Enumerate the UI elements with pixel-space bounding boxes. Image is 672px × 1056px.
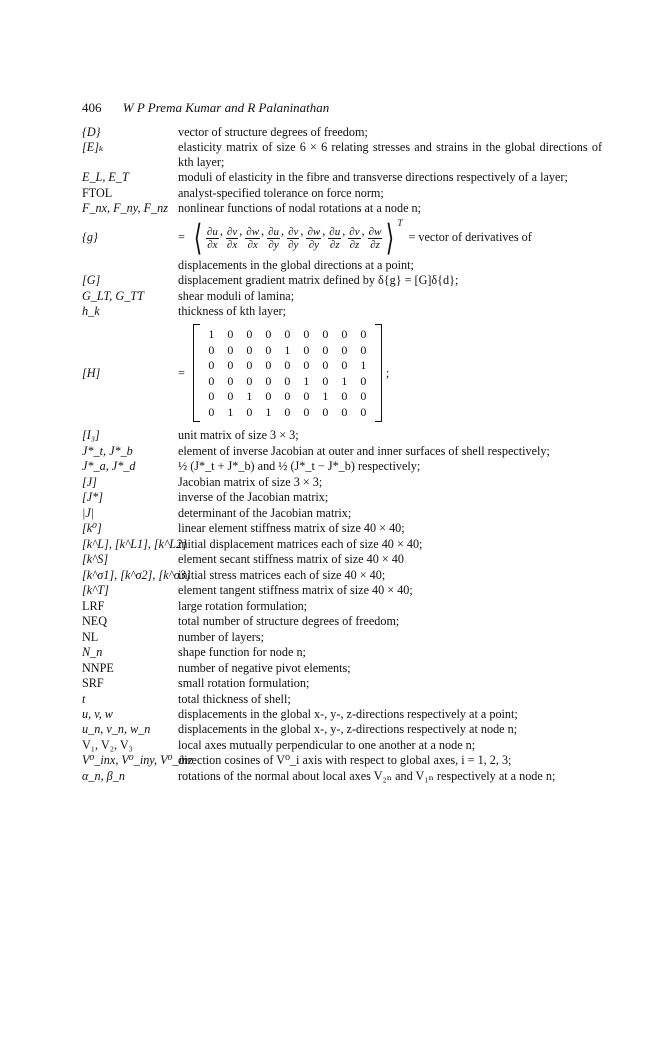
- matrix-cell: 0: [284, 327, 291, 342]
- matrix-cell: 1: [227, 404, 234, 419]
- nomenclature-description: total number of structure degrees of freedom;: [178, 614, 400, 629]
- matrix-row: [202, 404, 373, 420]
- nomenclature-symbol: h_k: [82, 303, 100, 318]
- nomenclature-entry: [82, 537, 602, 551]
- g-equation: [178, 217, 532, 258]
- matrix-cell: 1: [360, 358, 367, 373]
- matrix-cell: 0: [284, 358, 291, 373]
- matrix-cell: 1: [322, 389, 329, 404]
- g-definition-row: [82, 217, 602, 258]
- nomenclature-entry: [82, 475, 602, 489]
- nomenclature-symbol: N_n: [82, 645, 103, 660]
- nomenclature-description: vector of structure degrees of freedom;: [178, 125, 368, 139]
- nomenclature-entry: [82, 568, 602, 582]
- matrix-cell: 0: [360, 404, 367, 419]
- nomenclature-symbol: J*_a, J*_d: [82, 459, 136, 474]
- nomenclature-description: determinant of the Jacobian matrix;: [178, 505, 352, 520]
- nomenclature-symbol: {g}: [82, 230, 98, 245]
- matrix-row: [202, 358, 373, 374]
- nomenclature-entry: [82, 583, 602, 597]
- nomenclature-description: moduli of elasticity in the fibre and transverse directions respectively of a layer;: [178, 170, 568, 185]
- matrix-cell: 0: [265, 389, 272, 404]
- nomenclature-entry: [82, 753, 602, 767]
- nomenclature-description: element of inverse Jacobian at outer and inner surfaces of shell respectively;: [178, 443, 550, 458]
- nomenclature-description: total thickness of shell;: [178, 691, 291, 706]
- nomenclature-description: number of layers;: [178, 629, 264, 644]
- nomenclature-entry: [82, 630, 602, 644]
- nomenclature-entry: [82, 201, 602, 215]
- nomenclature-entry: [82, 273, 602, 287]
- nomenclature-symbol: [k^L], [k^L1], [k^L2]: [82, 536, 187, 551]
- nomenclature-description: element tangent stiffness matrix of size 40 × 40;: [178, 583, 413, 598]
- nomenclature-entry: [82, 428, 602, 442]
- h-matrix: [193, 324, 382, 422]
- matrix-cell: 0: [322, 404, 329, 419]
- nomenclature-symbol: [G]: [82, 273, 101, 288]
- matrix-row: [202, 342, 373, 358]
- nomenclature-symbol: SRF: [82, 676, 104, 691]
- h-matrix-row: [82, 324, 602, 422]
- nomenclature-description: ½ (J*_t + J*_b) and ½ (J*_t − J*_b) respectively;: [178, 459, 421, 474]
- equals-sign: =: [178, 230, 185, 245]
- nomenclature-entry: [82, 186, 602, 200]
- nomenclature-symbol: [J*]: [82, 490, 103, 505]
- nomenclature-description: Jacobian matrix of size 3 × 3;: [178, 474, 323, 489]
- matrix-cell: 1: [303, 373, 310, 388]
- matrix-cell: 1: [246, 389, 253, 404]
- nomenclature-symbol: [k^S]: [82, 552, 109, 567]
- nomenclature-description: initial stress matrices each of size 40 × 40;: [178, 567, 386, 582]
- matrix-terminator: ;: [385, 366, 390, 381]
- right-angle-bracket: ⟩: [386, 217, 395, 258]
- nomenclature-description: displacements in the global x-, y-, z-directions respectively at a point;: [178, 707, 518, 721]
- nomenclature-symbol: F_nx, F_ny, F_nz: [82, 201, 168, 216]
- nomenclature-symbol: LRF: [82, 598, 105, 613]
- g-continuation-row: [82, 258, 602, 272]
- nomenclature-symbol: NNPE: [82, 660, 114, 675]
- matrix-cell: 0: [208, 373, 215, 388]
- partial-derivative: $\frac{\partial v}{\partial z}$: [349, 226, 360, 252]
- matrix-cell: 0: [246, 342, 253, 357]
- matrix-cell: 0: [246, 327, 253, 342]
- matrix-cell: 0: [360, 342, 367, 357]
- nomenclature-symbol: FTOL: [82, 185, 113, 200]
- nomenclature-symbol: u, v, w: [82, 707, 113, 721]
- nomenclature-entry: [82, 125, 602, 139]
- nomenclature-entry: [82, 304, 602, 318]
- partial-derivative: $\frac{\partial u}{\partial x}$: [206, 226, 218, 252]
- running-authors: W P Prema Kumar and R Palaninathan: [122, 100, 330, 115]
- partial-derivative: $\frac{\partial w}{\partial z}$: [368, 226, 382, 252]
- matrix-cell: 0: [246, 358, 253, 373]
- nomenclature-description: large rotation formulation;: [178, 598, 308, 613]
- nomenclature-entry: [82, 599, 602, 613]
- nomenclature-symbol: {D}: [82, 125, 101, 139]
- matrix-cell: 0: [303, 327, 310, 342]
- nomenclature-description: rotations of the normal about local axes V₂ₙ and V₁ₙ respectively at a node n;: [178, 768, 556, 783]
- nomenclature-entry: [82, 289, 602, 303]
- nomenclature-description: displacements in the global x-, y-, z-directions respectively at node n;: [178, 722, 518, 737]
- nomenclature-symbol: |J|: [82, 505, 95, 520]
- equals-sign: =: [178, 366, 185, 381]
- derivative-list: $\frac{\partial u}{\partial x}$ , $\frac{\partial v}{\partial x}$ , $\frac{\partial w}{\partial x}$ , $\frac{\partial u}{\partial y}$ , $\frac{\partial v}{\partial y}$ , $\frac{\partial w}{\partial y}$ , $\frac{\partial u}{\partial z}$ , $\frac{\partial v}{\partial z}$ , $\frac{\partial w}{\partial z}$: [206, 224, 382, 252]
- nomenclature-symbol: [H]: [82, 366, 101, 381]
- left-angle-bracket: ⟨: [193, 217, 203, 258]
- nomenclature-entry: [82, 444, 602, 458]
- partial-derivative: $\frac{\partial u}{\partial y}$: [268, 226, 280, 252]
- matrix-cell: 0: [265, 342, 272, 357]
- h-matrix-table: [202, 327, 373, 420]
- nomenclature-symbol: [J]: [82, 474, 97, 489]
- nomenclature-entry: [82, 552, 602, 566]
- matrix-cell: 0: [227, 327, 234, 342]
- nomenclature-symbol: [I₃]: [82, 428, 100, 443]
- matrix-cell: 1: [341, 373, 348, 388]
- nomenclature-description: thickness of kth layer;: [178, 303, 286, 318]
- nomenclature-description: unit matrix of size 3 × 3;: [178, 428, 299, 443]
- matrix-cell: 0: [322, 358, 329, 373]
- matrix-cell: 0: [227, 389, 234, 404]
- matrix-cell: 0: [265, 358, 272, 373]
- matrix-cell: 0: [341, 327, 348, 342]
- nomenclature-entry: [82, 676, 602, 690]
- nomenclature-entry: [82, 506, 602, 520]
- matrix-cell: 0: [322, 342, 329, 357]
- nomenclature-entry: [82, 614, 602, 628]
- matrix-cell: 0: [303, 404, 310, 419]
- nomenclature-entry: [82, 645, 602, 659]
- nomenclature-description: number of negative pivot elements;: [178, 660, 351, 675]
- matrix-cell: 0: [227, 373, 234, 388]
- matrix-cell: 0: [360, 327, 367, 342]
- nomenclature-description: local axes mutually perpendicular to one another at a node n;: [178, 737, 476, 752]
- nomenclature-symbol: E_L, E_T: [82, 170, 129, 185]
- matrix-cell: 0: [227, 342, 234, 357]
- partial-derivative: $\frac{\partial v}{\partial x}$: [226, 226, 238, 252]
- transpose-mark: T: [397, 218, 403, 229]
- matrix-left-bracket: [193, 324, 200, 422]
- nomenclature-symbol: t: [82, 691, 86, 706]
- nomenclature-group-top: [82, 125, 602, 216]
- matrix-cell: 0: [208, 342, 215, 357]
- nomenclature-entry: [82, 738, 602, 752]
- matrix-cell: 0: [341, 389, 348, 404]
- matrix-cell: 0: [303, 358, 310, 373]
- nomenclature-description: direction cosines of V⁰_i axis with respect to global axes, i = 1, 2, 3;: [178, 753, 512, 768]
- partial-derivative: $\frac{\partial v}{\partial y}$: [288, 226, 299, 252]
- matrix-cell: 0: [360, 389, 367, 404]
- matrix-row: [202, 327, 373, 343]
- page-number: 406: [82, 100, 102, 115]
- nomenclature-description: nonlinear functions of nodal rotations at a node n;: [178, 201, 422, 216]
- partial-derivative: $\frac{\partial u}{\partial z}$: [329, 226, 341, 252]
- nomenclature-description: small rotation formulation;: [178, 676, 310, 691]
- nomenclature-entry: [82, 490, 602, 504]
- nomenclature-entry: [82, 722, 602, 736]
- nomenclature-description: inverse of the Jacobian matrix;: [178, 490, 329, 505]
- matrix-cell: 0: [208, 389, 215, 404]
- matrix-cell: 0: [341, 358, 348, 373]
- nomenclature-group-bottom: [82, 428, 602, 783]
- nomenclature-description: elasticity matrix of size 6 × 6 relating stresses and strains in the global directions of kth layer;: [178, 140, 602, 169]
- nomenclature-symbol: [k^σ1], [k^σ2], [k^σ3]: [82, 567, 191, 582]
- matrix-cell: 0: [265, 327, 272, 342]
- matrix-cell: 0: [284, 373, 291, 388]
- matrix-cell: 0: [246, 404, 253, 419]
- matrix-row: [202, 389, 373, 405]
- nomenclature-description: displacement gradient matrix defined by δ{g} = [G]δ{d};: [178, 273, 459, 288]
- nomenclature-symbol: [k⁰]: [82, 521, 102, 536]
- matrix-row: [202, 373, 373, 389]
- g-description: = vector of derivatives of: [408, 230, 532, 245]
- nomenclature-symbol: NL: [82, 629, 99, 644]
- matrix-cell: 0: [284, 389, 291, 404]
- nomenclature-symbol: u_n, v_n, w_n: [82, 722, 151, 737]
- nomenclature-symbol: [E]ₖ: [82, 140, 104, 155]
- partial-derivative: $\frac{\partial w}{\partial x}$: [246, 226, 260, 252]
- matrix-cell: 0: [284, 404, 291, 419]
- nomenclature-entry: [82, 140, 602, 169]
- matrix-cell: 0: [227, 358, 234, 373]
- matrix-cell: 0: [341, 404, 348, 419]
- nomenclature-entry: [82, 769, 602, 783]
- nomenclature-group-mid: [82, 273, 602, 318]
- nomenclature-description: shape function for node n;: [178, 645, 306, 660]
- nomenclature-description: initial displacement matrices each of size 40 × 40;: [178, 536, 423, 551]
- nomenclature-symbol: J*_t, J*_b: [82, 443, 133, 458]
- matrix-cell: 0: [322, 327, 329, 342]
- nomenclature-description: element secant stiffness matrix of size 40 × 40: [178, 552, 404, 567]
- nomenclature-symbol: NEQ: [82, 614, 108, 629]
- nomenclature-entry: [82, 170, 602, 184]
- nomenclature-list: [82, 125, 602, 784]
- matrix-cell: 0: [303, 389, 310, 404]
- partial-derivative: $\frac{\partial w}{\partial y}$: [307, 226, 321, 252]
- nomenclature-symbol: α_n, β_n: [82, 768, 125, 783]
- running-header: [82, 100, 329, 116]
- nomenclature-description: shear moduli of lamina;: [178, 288, 295, 303]
- matrix-cell: 0: [341, 342, 348, 357]
- nomenclature-description: linear element stiffness matrix of size 40 × 40;: [178, 521, 405, 536]
- matrix-right-bracket: [375, 324, 382, 422]
- matrix-cell: 0: [360, 373, 367, 388]
- matrix-cell: 0: [208, 358, 215, 373]
- nomenclature-entry: [82, 661, 602, 675]
- nomenclature-entry: [82, 692, 602, 706]
- matrix-cell: 0: [208, 404, 215, 419]
- nomenclature-symbol: V₁, V₂, V₃: [82, 737, 133, 752]
- matrix-cell: 1: [265, 404, 272, 419]
- nomenclature-entry: [82, 707, 602, 721]
- nomenclature-entry: [82, 521, 602, 535]
- matrix-cell: 1: [284, 342, 291, 357]
- matrix-cell: 0: [265, 373, 272, 388]
- matrix-cell: 0: [322, 373, 329, 388]
- nomenclature-description: analyst-specified tolerance on force norm;: [178, 185, 384, 200]
- nomenclature-symbol: V⁰_inx, V⁰_iny, V⁰_inz: [82, 753, 193, 768]
- g-continuation: displacements in the global directions at a point;: [178, 257, 414, 272]
- matrix-cell: 0: [246, 373, 253, 388]
- matrix-cell: 1: [208, 327, 215, 342]
- matrix-cell: 0: [303, 342, 310, 357]
- nomenclature-symbol: [k^T]: [82, 583, 109, 598]
- nomenclature-symbol: G_LT, G_TT: [82, 288, 144, 303]
- nomenclature-entry: [82, 459, 602, 473]
